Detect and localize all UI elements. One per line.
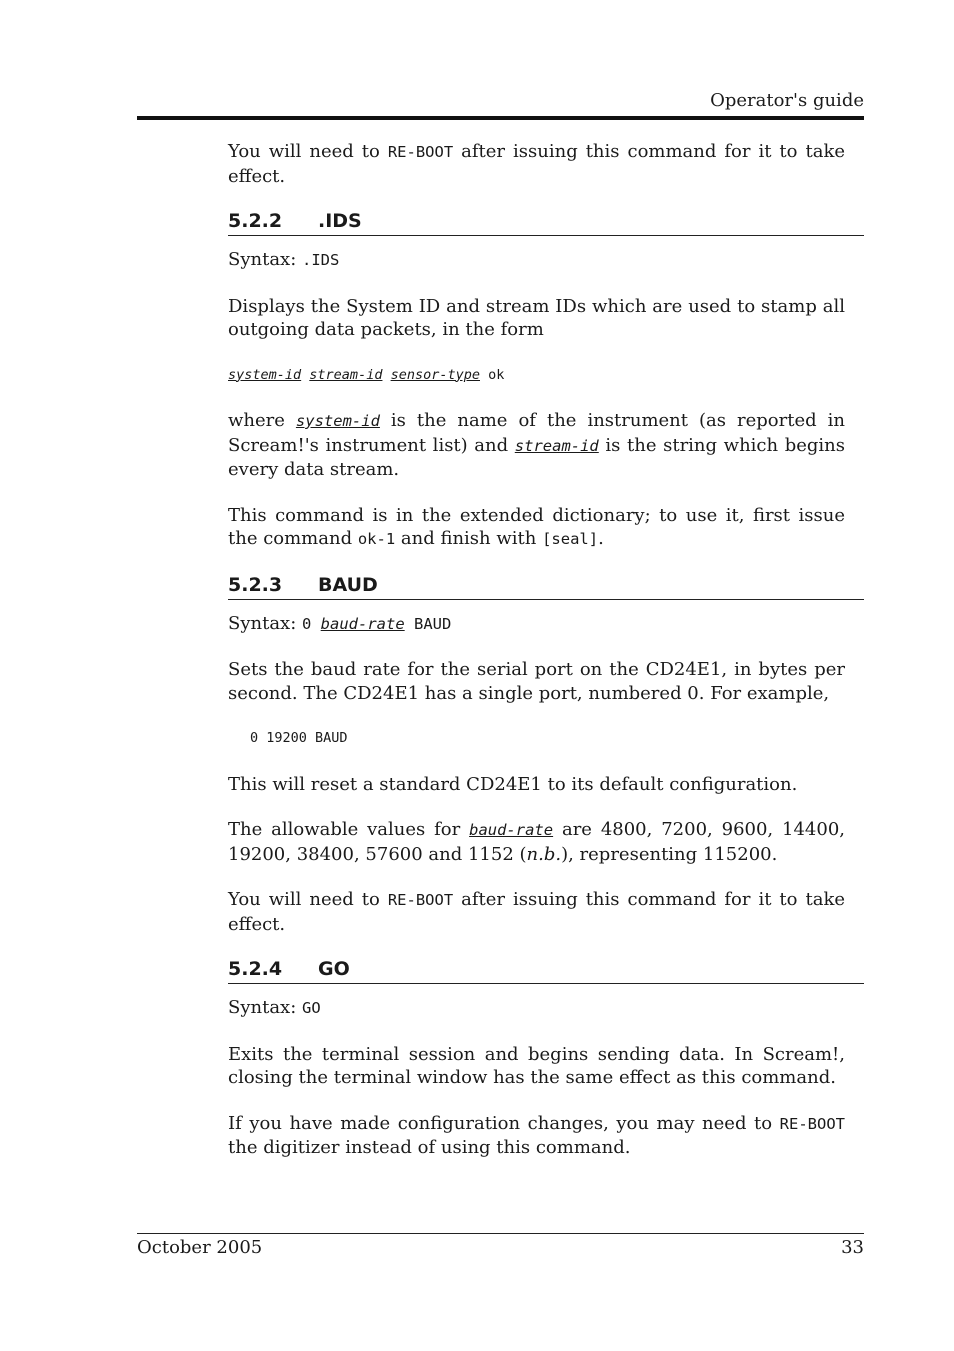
syntax-go: Syntax: GO [228,997,321,1018]
section-heading-baud: 5.2.3 BAUD [228,574,864,600]
page-content [228,140,845,1160]
ids-description: Displays the System ID and stream IDs which are used to stamp all outgoing data packets, in the form [228,295,845,340]
baud-values-paragraph: The allowable values for baud-rate are 4800, 7200, 9600, 14400, 19200, 38400, 57600 and 1152 (n.b.), representing 115200. [228,819,845,865]
baud-reset-paragraph: This will reset a standard CD24E1 to its default configuration. [228,773,798,795]
syntax-baud: Syntax: 0 baud-rate BAUD [228,612,452,634]
ids-dictionary-paragraph: This command is in the extended dictionary; to use it, first issue the command ok-1 and finish with [seal]. [228,504,845,549]
header-rule [137,116,864,120]
syntax-ids: Syntax: .IDS [228,249,340,270]
footer-date: October 2005 [137,1237,263,1258]
section-heading-ids: 5.2.2 .IDS [228,210,864,236]
baud-example: 0 19200 BAUD [250,730,348,746]
intro-paragraph: You will need to RE-BOOT after issuing this command for it to take effect. [228,141,845,187]
go-description: Exits the terminal session and begins sending data. In Scream!, closing the terminal window has the same effect as this command. [228,1043,845,1088]
ids-output-form: system-id stream-id sensor-type ok [228,366,505,383]
baud-reboot-paragraph: You will need to RE-BOOT after issuing this command for it to take effect. [228,889,845,935]
go-reboot-paragraph: If you have made configuration changes, you may need to RE-BOOT the digitizer instead of using this command. [228,1112,845,1158]
section-heading-go: 5.2.4 GO [228,958,864,984]
ids-where-paragraph: where system-id is the name of the instrument (as reported in Scream!'s instrument list) and stream-id is the string which begins every data stream. [228,410,845,480]
footer-rule [137,1233,864,1234]
header-title: Operator's guide [710,90,864,111]
page-number: 33 [841,1237,864,1258]
baud-description: Sets the baud rate for the serial port on the CD24E1, in bytes per second. The CD24E1 has a single port, numbered 0. For example, [228,659,845,704]
